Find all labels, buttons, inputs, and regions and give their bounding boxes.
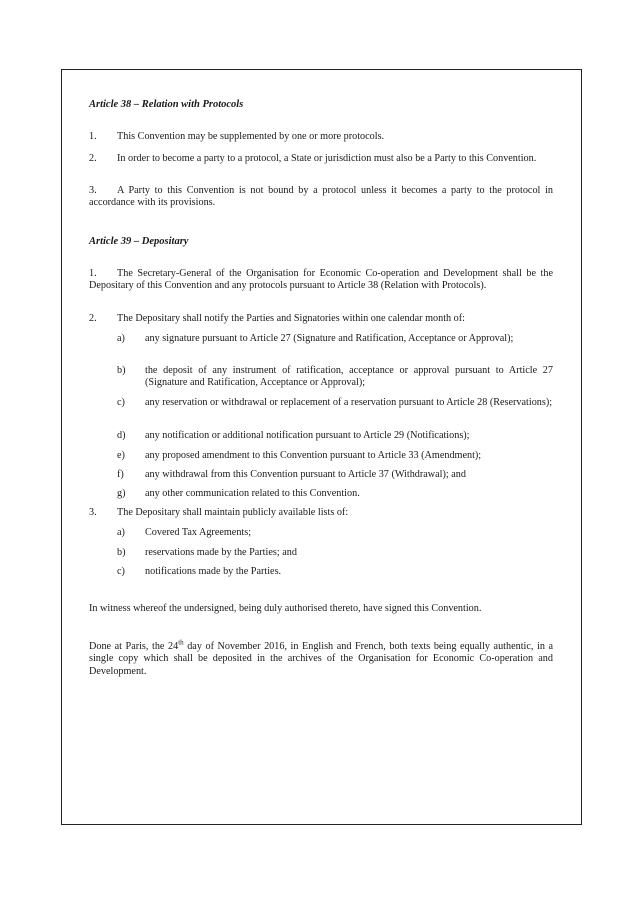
ordinal-suffix: th [178, 638, 184, 647]
list-item-text: any other communication related to this Convention. [145, 488, 360, 499]
witness-clause: In witness whereof the undersigned, being duly authorised thereto, have signed this Convention. [89, 603, 482, 614]
paragraph-number: 1. [89, 268, 97, 279]
list-item-label: a) [117, 527, 125, 538]
paragraph-text: The Secretary-General of the Organisation for Economic Co-operation and Development shall be the Depositary of this Convention and any protocols pursuant to Article 38 (Relation with Protocols). [89, 268, 553, 292]
article-39-heading: Article 39 – Depositary [89, 236, 189, 247]
article-38-heading: Article 38 – Relation with Protocols [89, 99, 244, 110]
list-item-text: reservations made by the Parties; and [145, 547, 297, 558]
list-item-text: any signature pursuant to Article 27 (Signature and Ratification, Acceptance or Approval); [145, 333, 514, 344]
list-item-label: b) [117, 365, 126, 376]
paragraph-text: The Depositary shall maintain publicly available lists of: [117, 507, 349, 518]
list-item-label: b) [117, 547, 126, 558]
paragraph-text: The Depositary shall notify the Parties and Signatories within one calendar month of: [117, 313, 465, 324]
paragraph-number: 3. [89, 507, 97, 518]
article-38-paragraph-3 [89, 185, 553, 210]
paragraph-number: 3. [89, 185, 97, 196]
paragraph-text: In order to become a party to a protocol, a State or jurisdiction must also be a Party to this Convention. [117, 153, 537, 164]
list-item-label: c) [117, 397, 125, 408]
paragraph-number: 2. [89, 153, 97, 164]
list-item-label: c) [117, 566, 125, 577]
list-item-label: f) [117, 469, 124, 480]
list-item-text: any reservation or withdrawal or replacement of a reservation pursuant to Article 28 (Reservations); [145, 397, 553, 408]
list-item-text: the deposit of any instrument of ratification, acceptance or approval pursuant to Article 27 (Signature and Ratification, Acceptance or Approval); [145, 365, 553, 389]
list-item-label: a) [117, 333, 125, 344]
done-text-end: day of November 2016, in English and French, both texts being equally authentic, in a single copy which shall be deposited in the archives of the Organisation for Economic Co-operation and Development. [89, 641, 553, 677]
article-38-paragraph-2 [89, 153, 553, 165]
list-item-text: notifications made by the Parties. [145, 566, 282, 577]
list-item-text: Covered Tax Agreements; [145, 527, 252, 538]
paragraph-text: This Convention may be supplemented by one or more protocols. [117, 131, 385, 142]
page-border [61, 69, 582, 825]
list-item-text: any proposed amendment to this Convention pursuant to Article 33 (Amendment); [145, 450, 482, 461]
paragraph-text: A Party to this Convention is not bound by a protocol unless it becomes a party to the protocol in accordance with its provisions. [89, 185, 553, 209]
done-clause [89, 638, 553, 678]
list-item-label: g) [117, 488, 126, 499]
list-item-text: any withdrawal from this Convention pursuant to Article 37 (Withdrawal); and [145, 469, 466, 480]
done-text-start: Done at Paris, the 24 [89, 641, 179, 652]
list-item-text: any notification or additional notification pursuant to Article 29 (Notifications); [145, 430, 470, 441]
list-item-label: e) [117, 450, 125, 461]
paragraph-number: 2. [89, 313, 97, 324]
article-39-paragraph-1 [89, 268, 553, 293]
list-item-label: d) [117, 430, 126, 441]
paragraph-number: 1. [89, 131, 97, 142]
